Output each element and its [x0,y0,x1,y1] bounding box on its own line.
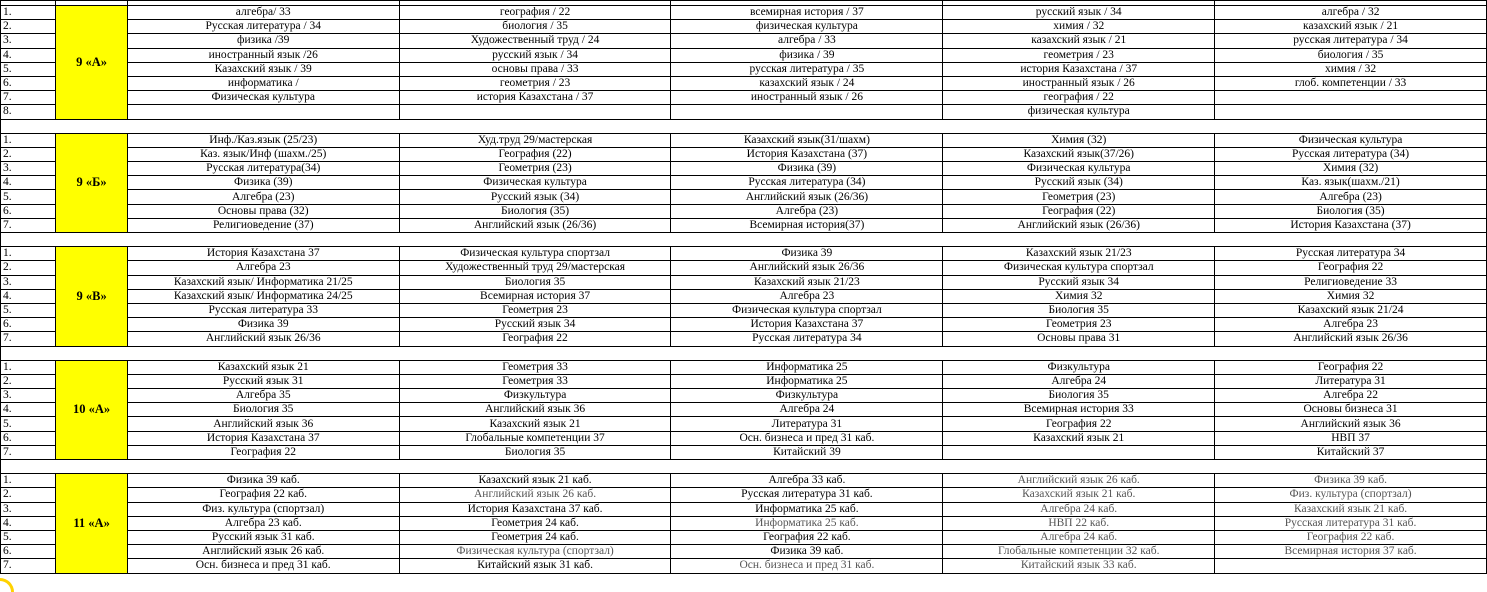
lesson-cell: Художественный труд / 24 [399,34,671,48]
lesson-cell: Каз. язык/Инф (шахм./25) [127,147,399,161]
lesson-number: 2. [1,20,56,34]
lesson-number: 1. [1,133,56,147]
lesson-cell: Геометрия 23 [399,303,671,317]
lesson-row [1,431,1487,445]
lesson-cell: алгебра/ 33 [127,6,399,20]
lesson-cell: Биология (35) [1215,204,1487,218]
lesson-cell: Казахский язык 21 каб. [943,488,1215,502]
lesson-cell: геометрия / 23 [943,48,1215,62]
lesson-cell: Казахский язык 21/24 [1215,303,1487,317]
lesson-cell: Геометрия 24 каб. [399,516,671,530]
corner-mark [0,578,14,592]
lesson-cell: русский язык / 34 [399,48,671,62]
lesson-number: 6. [1,318,56,332]
lesson-cell: история Казахстана / 37 [399,91,671,105]
lesson-cell: История Казахстана (37) [671,147,943,161]
lesson-cell: физическая культура [943,105,1215,119]
lesson-cell: Физическая культура спортзал [671,303,943,317]
lesson-cell: Биология 35 [399,275,671,289]
lesson-cell: Алгебра 23 [1215,318,1487,332]
lesson-row [1,445,1487,459]
lesson-cell: Казахский язык(31/шахм) [671,133,943,147]
lesson-cell: Английский язык 26/36 [671,261,943,275]
lesson-row [1,488,1487,502]
lesson-cell: Русская литература 34 [671,332,943,346]
lesson-row [1,91,1487,105]
lesson-cell: Физика (39) [671,162,943,176]
lesson-cell: Английский язык 26 каб. [943,474,1215,488]
lesson-row [1,247,1487,261]
lesson-cell: Казахский язык 21 каб. [1215,502,1487,516]
lesson-cell: Русский язык 34 [943,275,1215,289]
lesson-cell: Информатика 25 [671,360,943,374]
lesson-cell: алгебра / 33 [671,34,943,48]
lesson-row [1,474,1487,488]
lesson-cell: Физическая культура [127,91,399,105]
lesson-cell: Алгебра 23 [671,289,943,303]
lesson-row [1,403,1487,417]
lesson-number: 2. [1,374,56,388]
lesson-cell: География 22 каб. [671,530,943,544]
lesson-row [1,559,1487,573]
class-label: 9 «А» [56,6,127,120]
lesson-row [1,417,1487,431]
lesson-number: 4. [1,289,56,303]
lesson-row [1,6,1487,20]
lesson-cell: Русская литература (34) [671,176,943,190]
lesson-cell [1215,91,1487,105]
lesson-row [1,389,1487,403]
lesson-number: 3. [1,34,56,48]
lesson-cell: НВП 22 каб. [943,516,1215,530]
lesson-cell: Осн. бизнеса и пред 31 каб. [127,559,399,573]
lesson-cell: Русская литература (34) [1215,147,1487,161]
lesson-row [1,303,1487,317]
separator-row [1,233,1487,247]
lesson-cell: иностранный язык /26 [127,48,399,62]
lesson-cell: Русский язык 34 [399,318,671,332]
separator-cell [1,233,1487,247]
lesson-cell: Биология (35) [399,204,671,218]
lesson-cell: Алгебра (23) [671,204,943,218]
lesson-cell: Художественный труд 29/мастерская [399,261,671,275]
lesson-cell: информатика / [127,76,399,90]
lesson-cell: Китайский язык 33 каб. [943,559,1215,573]
lesson-row [1,374,1487,388]
lesson-number: 3. [1,502,56,516]
lesson-cell: Русский язык 31 [127,374,399,388]
lesson-number: 7. [1,445,56,459]
lesson-cell: Алгебра 24 [943,374,1215,388]
lesson-cell: География 22 [399,332,671,346]
lesson-cell: Казахский язык 21 [127,360,399,374]
lesson-cell: География 22 каб. [1215,530,1487,544]
lesson-cell: Основы бизнеса 31 [1215,403,1487,417]
lesson-cell: Казахский язык/ Информатика 21/25 [127,275,399,289]
lesson-cell: Геометрия (23) [943,190,1215,204]
lesson-number: 1. [1,247,56,261]
lesson-number: 3. [1,389,56,403]
lesson-cell [127,105,399,119]
lesson-cell: Биология 35 [127,403,399,417]
lesson-cell: Физическая культура [1215,133,1487,147]
lesson-cell: русский язык / 34 [943,6,1215,20]
lesson-cell: русская литература / 34 [1215,34,1487,48]
lesson-row [1,502,1487,516]
lesson-number: 5. [1,62,56,76]
lesson-cell: Казахский язык 21/23 [943,247,1215,261]
lesson-number: 1. [1,360,56,374]
lesson-number: 4. [1,516,56,530]
lesson-cell: Физ. культура (спортзал) [1215,488,1487,502]
lesson-cell: История Казахстана 37 каб. [399,502,671,516]
lesson-row [1,360,1487,374]
lesson-number: 3. [1,162,56,176]
lesson-number: 6. [1,76,56,90]
lesson-cell: Английский язык 26 каб. [127,545,399,559]
lesson-number: 4. [1,48,56,62]
lesson-cell: Казахский язык(37/26) [943,147,1215,161]
lesson-cell: Основы права (32) [127,204,399,218]
lesson-cell: Английский язык 26/36 [1215,332,1487,346]
lesson-cell: Алгебра 24 [671,403,943,417]
lesson-cell: Алгебра 33 каб. [671,474,943,488]
lesson-cell: физическая культура [671,20,943,34]
lesson-row [1,261,1487,275]
lesson-row [1,190,1487,204]
lesson-cell: Казахский язык 21 [399,417,671,431]
lesson-row [1,105,1487,119]
lesson-cell: Алгебра 35 [127,389,399,403]
lesson-cell: глоб. компетенции / 33 [1215,76,1487,90]
lesson-number: 5. [1,530,56,544]
lesson-cell: Каз. язык(шахм./21) [1215,176,1487,190]
lesson-cell: Литература 31 [1215,374,1487,388]
class-label: 9 «В» [56,247,127,346]
lesson-cell: Русская литература 34 [1215,247,1487,261]
lesson-number: 5. [1,190,56,204]
lesson-cell: Всемирная история 37 каб. [1215,545,1487,559]
lesson-row [1,516,1487,530]
lesson-cell: Химия (32) [943,133,1215,147]
lesson-cell: Религиоведение (37) [127,218,399,232]
lesson-cell: Алгебра (23) [127,190,399,204]
lesson-cell: Английский язык 26 каб. [399,488,671,502]
lesson-cell: Алгебра 24 каб. [943,530,1215,544]
lesson-cell: Всемирная история 37 [399,289,671,303]
lesson-cell: География 22 [127,445,399,459]
lesson-cell: Казахский язык 21 [943,431,1215,445]
lesson-number: 5. [1,303,56,317]
lesson-cell: Физическая культура спортзал [943,261,1215,275]
lesson-cell: Биология 35 [943,389,1215,403]
lesson-cell [671,105,943,119]
lesson-number: 2. [1,261,56,275]
lesson-row [1,133,1487,147]
lesson-cell: Информатика 25 каб. [671,502,943,516]
lesson-number: 2. [1,147,56,161]
separator-cell [1,346,1487,360]
lesson-row [1,20,1487,34]
lesson-cell: Физика (39) [127,176,399,190]
lesson-cell: химия / 32 [943,20,1215,34]
lesson-cell: Английский язык 36 [1215,417,1487,431]
separator-row [1,119,1487,133]
lesson-row [1,218,1487,232]
lesson-cell: Английский язык 36 [127,417,399,431]
lesson-cell: русская литература / 35 [671,62,943,76]
lesson-cell: Химия 32 [943,289,1215,303]
lesson-row [1,162,1487,176]
lesson-cell: Русский язык (34) [399,190,671,204]
lesson-cell: Физика 39 [671,247,943,261]
lesson-cell: физика / 39 [671,48,943,62]
lesson-number: 2. [1,488,56,502]
lesson-cell [943,445,1215,459]
lesson-cell: Алгебра (23) [1215,190,1487,204]
lesson-cell: Казахский язык / 39 [127,62,399,76]
lesson-cell: Английский язык (26/36) [943,218,1215,232]
lesson-cell: Геометрия 33 [399,374,671,388]
lesson-number: 4. [1,403,56,417]
lesson-cell: Основы права 31 [943,332,1215,346]
lesson-cell: Физика 39 [127,318,399,332]
lesson-cell: Английский язык (26/36) [399,218,671,232]
lesson-cell: Глобальные компетенции 37 [399,431,671,445]
separator-cell [1,119,1487,133]
lesson-row [1,332,1487,346]
lesson-cell: Химия (32) [1215,162,1487,176]
lesson-cell: Физика 39 каб. [671,545,943,559]
lesson-cell: алгебра / 32 [1215,6,1487,20]
lesson-cell: казахский язык / 21 [943,34,1215,48]
lesson-cell: География 22 [1215,360,1487,374]
lesson-cell: Химия 32 [1215,289,1487,303]
lesson-number: 6. [1,545,56,559]
lesson-cell: Казахский язык/ Информатика 24/25 [127,289,399,303]
lesson-cell: Русская литература 33 [127,303,399,317]
lesson-cell: иностранный язык / 26 [671,91,943,105]
lesson-cell: Физкультура [671,389,943,403]
lesson-cell: география / 22 [399,6,671,20]
lesson-cell: Английский язык 36 [399,403,671,417]
lesson-number: 7. [1,218,56,232]
lesson-cell: Информатика 25 каб. [671,516,943,530]
lesson-cell: Казахский язык 21/23 [671,275,943,289]
lesson-cell [399,105,671,119]
lesson-cell: История Казахстана 37 [127,431,399,445]
lesson-cell [1215,559,1487,573]
lesson-cell: История Казахстана (37) [1215,218,1487,232]
lesson-cell: Геометрия 23 [943,318,1215,332]
lesson-cell: Русская литература / 34 [127,20,399,34]
lesson-cell: Осн. бизнеса и пред 31 каб. [671,559,943,573]
class-label: 10 «А» [56,360,127,459]
lesson-cell: Информатика 25 [671,374,943,388]
lesson-cell: Физическая культура спортзал [399,247,671,261]
lesson-cell: геометрия / 23 [399,76,671,90]
lesson-cell: Китайский язык 31 каб. [399,559,671,573]
lesson-cell: География 22 каб. [127,488,399,502]
lesson-cell: Русская литература 31 каб. [671,488,943,502]
lesson-cell: Литература 31 [671,417,943,431]
lesson-number: 6. [1,431,56,445]
lesson-cell: Алгебра 22 [1215,389,1487,403]
lesson-cell: Физическая культура [943,162,1215,176]
lesson-row [1,275,1487,289]
lesson-cell: Русская литература 31 каб. [1215,516,1487,530]
lesson-cell: химия / 32 [1215,62,1487,76]
lesson-number: 4. [1,176,56,190]
lesson-cell [1215,105,1487,119]
lesson-number: 7. [1,332,56,346]
lesson-number: 5. [1,417,56,431]
lesson-cell: История Казахстана 37 [127,247,399,261]
lesson-cell: биология / 35 [1215,48,1487,62]
lesson-row [1,76,1487,90]
lesson-row [1,48,1487,62]
separator-row [1,460,1487,474]
lesson-row [1,204,1487,218]
lesson-cell: Худ.труд 29/мастерская [399,133,671,147]
lesson-row [1,176,1487,190]
lesson-row [1,289,1487,303]
lesson-cell: Биология 35 [399,445,671,459]
schedule-body [1,1,1487,574]
lesson-cell: Алгебра 24 каб. [943,502,1215,516]
lesson-row [1,34,1487,48]
lesson-number: 7. [1,559,56,573]
lesson-cell: биология / 35 [399,20,671,34]
lesson-cell: Русский язык (34) [943,176,1215,190]
lesson-row [1,318,1487,332]
lesson-cell: Физика 39 каб. [127,474,399,488]
lesson-cell: Осн. бизнеса и пред 31 каб. [671,431,943,445]
lesson-cell: казахский язык / 21 [1215,20,1487,34]
lesson-number: 6. [1,204,56,218]
lesson-cell: Геометрия 24 каб. [399,530,671,544]
lesson-cell: иностранный язык / 26 [943,76,1215,90]
lesson-cell: История Казахстана 37 [671,318,943,332]
lesson-cell: НВП 37 [1215,431,1487,445]
lesson-cell: Китайский 37 [1215,445,1487,459]
lesson-cell: Религиоведение 33 [1215,275,1487,289]
lesson-cell: Русская литература(34) [127,162,399,176]
lesson-cell: физика /39 [127,34,399,48]
lesson-row [1,530,1487,544]
lesson-cell: география / 22 [943,91,1215,105]
lesson-cell: казахский язык / 24 [671,76,943,90]
lesson-cell: Физ. культура (спортзал) [127,502,399,516]
lesson-cell: Инф./Каз.язык (25/23) [127,133,399,147]
lesson-cell: Всемирная история 33 [943,403,1215,417]
lesson-cell: География (22) [399,147,671,161]
lesson-cell: Физкультура [399,389,671,403]
class-label: 11 «А» [56,474,127,573]
lesson-cell: Физическая культура [399,176,671,190]
separator-cell [1,460,1487,474]
class-label: 9 «Б» [56,133,127,232]
lesson-cell: Казахский язык 21 каб. [399,474,671,488]
separator-row [1,346,1487,360]
lesson-cell: Глобальные компетенции 32 каб. [943,545,1215,559]
lesson-row [1,545,1487,559]
lesson-number: 1. [1,6,56,20]
lesson-cell: Английский язык (26/36) [671,190,943,204]
lesson-cell: Китайский 39 [671,445,943,459]
lesson-cell: Геометрия (23) [399,162,671,176]
lesson-cell: история Казахстана / 37 [943,62,1215,76]
lesson-cell: Всемирная история(37) [671,218,943,232]
lesson-cell: Биология 35 [943,303,1215,317]
lesson-cell: Физическая культура (спортзал) [399,545,671,559]
lesson-cell: Алгебра 23 [127,261,399,275]
lesson-cell: Алгебра 23 каб. [127,516,399,530]
lesson-row [1,147,1487,161]
lesson-cell: Английский язык 26/36 [127,332,399,346]
lesson-number: 8. [1,105,56,119]
lesson-cell: География 22 [943,417,1215,431]
lesson-cell: основы права / 33 [399,62,671,76]
lesson-cell: Геометрия 33 [399,360,671,374]
lesson-cell: Физика 39 каб. [1215,474,1487,488]
lesson-cell: География 22 [1215,261,1487,275]
lesson-cell: всемирная история / 37 [671,6,943,20]
lesson-number: 3. [1,275,56,289]
lesson-number: 7. [1,91,56,105]
lesson-number: 1. [1,474,56,488]
lesson-cell: Физкультура [943,360,1215,374]
lesson-row [1,62,1487,76]
lesson-cell: География (22) [943,204,1215,218]
lesson-cell: Русский язык 31 каб. [127,530,399,544]
